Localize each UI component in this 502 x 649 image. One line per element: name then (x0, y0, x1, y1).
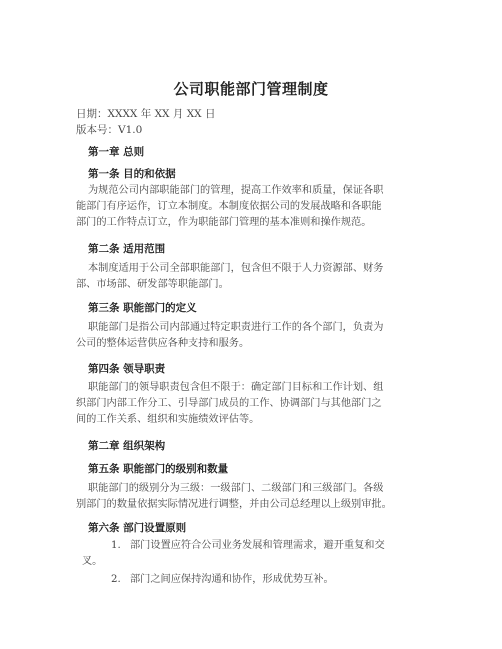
body-line: 部门的工作特点订立，作为职能部门管理的基本准则和操作规范。 (76, 217, 372, 228)
body-line: 间的工作关系、组织和实施绩效评估等。 (76, 414, 260, 425)
body-line: 能部门有序运作，订立本制度。本制度依据公司的发展战略和各职能 (76, 201, 382, 212)
article-body (76, 380, 426, 428)
article-body (76, 183, 426, 231)
body-line: 公司的整体运营供应各种支持和服务。 (76, 338, 250, 349)
list-item (76, 538, 446, 570)
body-line: 织部门内部工作分工、引导部门成员的工作、协调部门与其他部门之 (76, 398, 382, 409)
article-heading: 第一条 目的和依据 (88, 168, 176, 180)
article-body (76, 261, 426, 293)
list-item (76, 572, 446, 588)
article-heading: 第三条 职能部门的定义 (88, 302, 197, 314)
article-body (76, 481, 426, 513)
article-heading: 第五条 职能部门的级别和数量 (88, 463, 229, 475)
chapter-heading: 第二章 组织架构 (88, 440, 166, 452)
body-line: 职能部门的领导职责包含但不限于：确定部门目标和工作计划、组 (88, 382, 384, 393)
body-line: 别部门的数量依据实际情况进行调整，并由公司总经理以上级别审批。 (76, 499, 392, 510)
body-line: 为规范公司内部职能部门的管理，提高工作效率和质量，保证各职 (88, 185, 384, 196)
body-line: 本制度适用于公司全部职能部门，包含但不限于人力资源部、财务 (88, 263, 384, 274)
article-body (76, 320, 426, 352)
list-number: 1. (111, 540, 121, 551)
list-number: 2. (111, 574, 121, 585)
body-line: 职能部门是指公司内部通过特定职责进行工作的各个部门，负责为 (88, 322, 384, 333)
article-heading: 第四条 领导职责 (88, 363, 166, 375)
version-line: 版本号：V1.0 (76, 124, 143, 136)
article-heading: 第二条 适用范围 (88, 243, 166, 255)
document-title: 公司职能部门管理制度 (173, 80, 329, 98)
body-line: 部、市场部、研发部等职能部门。 (76, 279, 229, 290)
list-text: 部门设置应符合公司业务发展和管理需求，避开重复和交 (130, 540, 385, 551)
article-heading: 第六条 部门设置原则 (88, 522, 187, 534)
date-line: 日期：XXXX 年 XX 月 XX 日 (76, 108, 216, 120)
chapter-heading: 第一章 总则 (88, 146, 145, 158)
list-text: 部门之间应保持沟通和协作，形成优势互补。 (130, 574, 334, 585)
list-text-continued: 叉。 (82, 556, 103, 567)
body-line: 职能部门的级别分为三级：一级部门、二级部门和三级部门。各级 (88, 483, 384, 494)
